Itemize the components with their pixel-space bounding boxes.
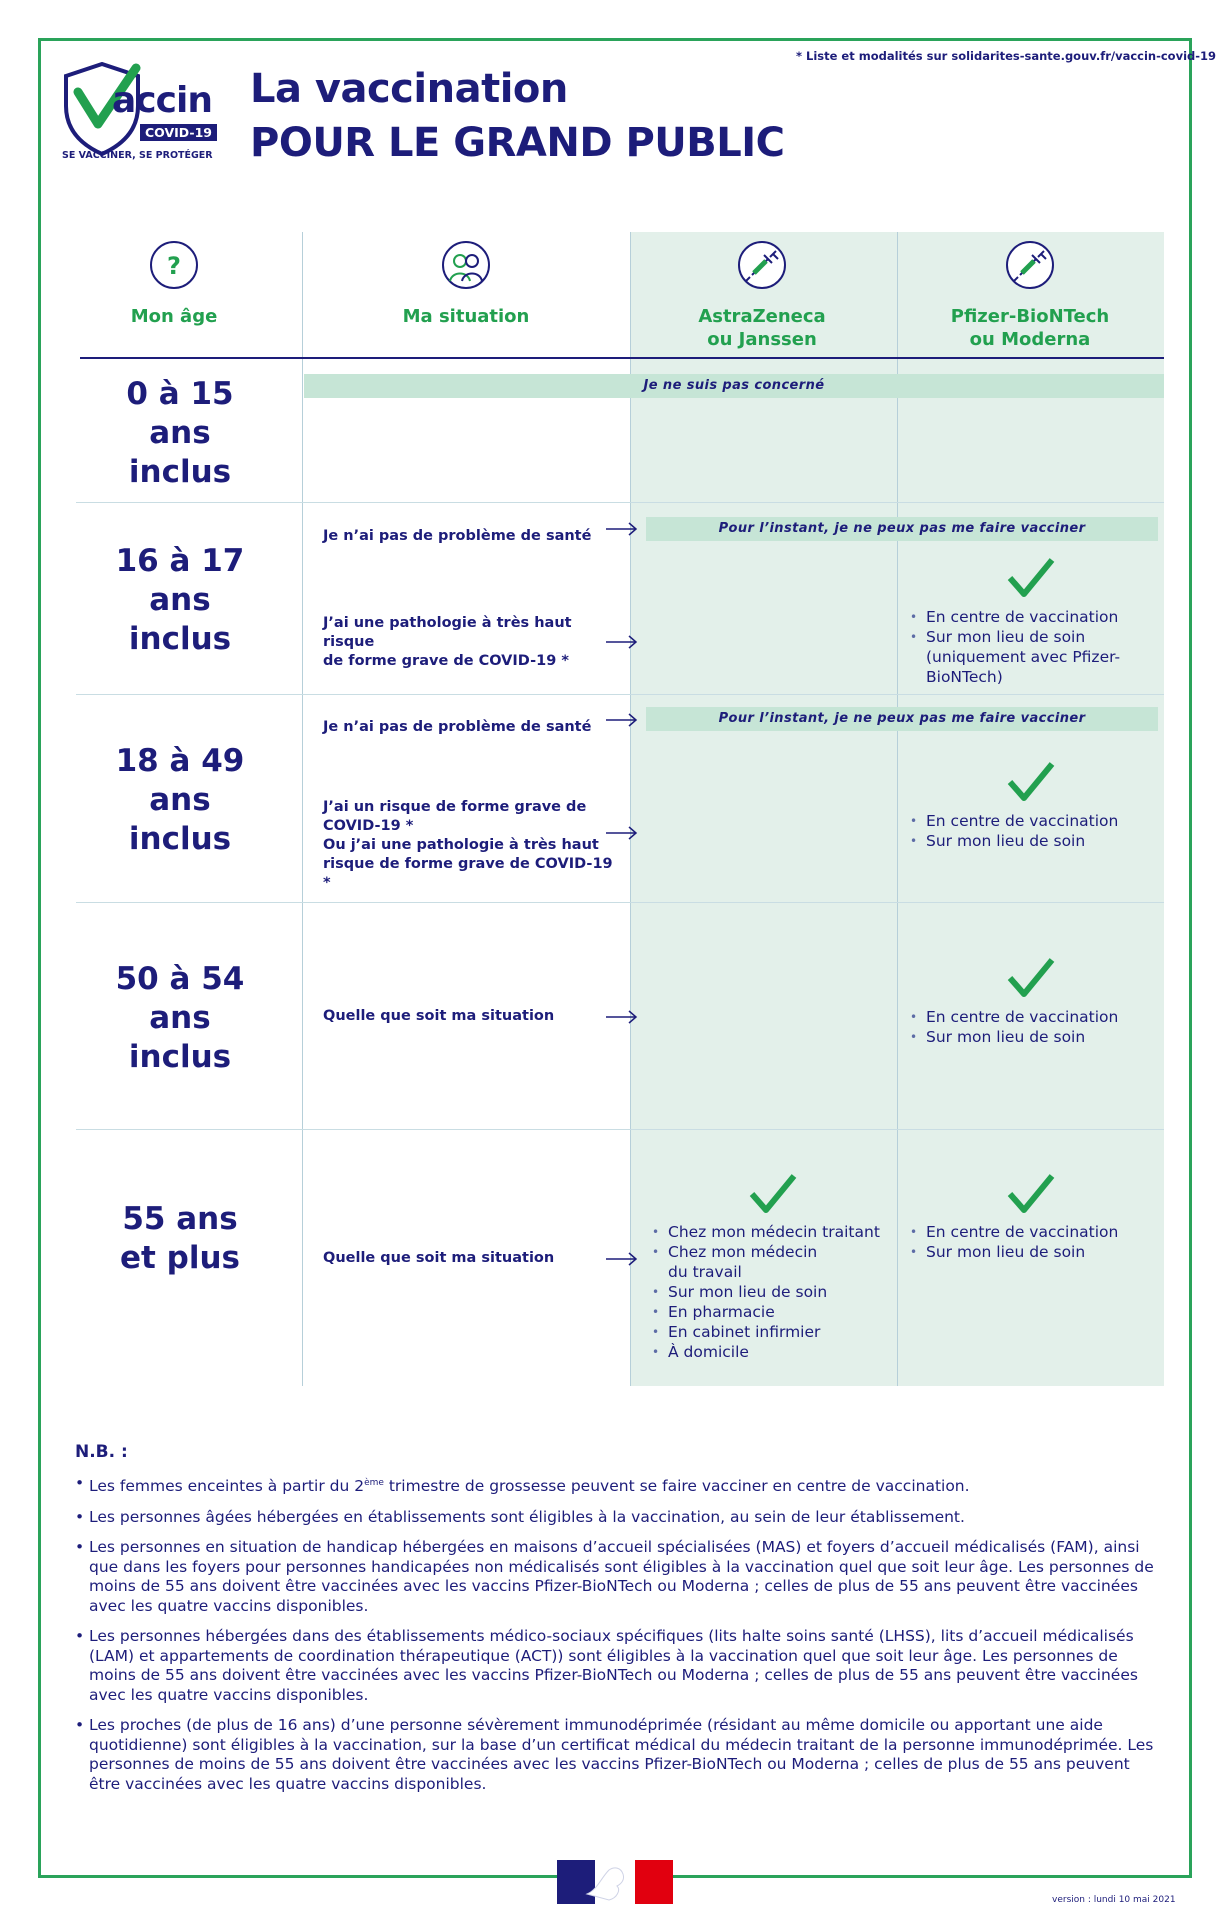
age-group-16-17	[90, 542, 270, 659]
row-divider	[76, 902, 1164, 903]
list-item: • En centre de vaccination	[910, 1222, 1160, 1242]
column-header-astrazeneca	[662, 305, 862, 351]
logo-tagline: SE VACCINER, SE PROTÉGER	[62, 150, 213, 161]
list-item: • Sur mon lieu de soin	[910, 1242, 1160, 1262]
notes-list	[75, 1474, 1160, 1805]
list-item: • Sur mon lieu de soin	[910, 1027, 1160, 1047]
note-immunocompromised-relatives: • Les proches (de plus de 16 ans) d’une personne sévèrement immunodéprimée (résidant au même domicile ou apportant une aide quotidienne) sont éligibles à la vaccination, sur la base d’un certificat médical du médecin traitant de la personne immunodéprimée. Les personnes de moins de 55 ans doivent être vaccinées avec les vaccins Pfizer-BioNTech ou Moderna ; celles de plus de 55 ans peuvent être vaccinées avec les quatre vaccins disponibles.	[75, 1716, 1160, 1794]
banner-not-concerned: Je ne suis pas concerné	[304, 374, 1164, 398]
list-item: • À domicile	[652, 1342, 894, 1362]
arrow-right-icon	[606, 1010, 638, 1024]
age-line: 55 ans	[122, 1201, 238, 1237]
situation-any: Quelle que soit ma situation	[323, 1008, 555, 1024]
check-icon	[1006, 956, 1056, 1000]
vaccin-covid-logo	[62, 62, 232, 172]
age-line: ans	[149, 415, 211, 451]
situation-very-high-risk	[323, 614, 623, 671]
row-divider	[76, 694, 1164, 695]
list-item: • En centre de vaccination	[910, 811, 1160, 831]
age-line: ans	[149, 582, 211, 618]
check-icon	[1006, 760, 1056, 804]
arrow-right-icon	[606, 522, 638, 536]
arrow-right-icon	[606, 826, 638, 840]
note-disability: • Les personnes en situation de handicap hébergées en maisons d’accueil spécialisées (MAS) et foyers d’accueil médicalisés (FAM), ainsi que dans les foyers pour personnes handicapées non médicalisés sont éligibles à la vaccination quel que soit leur âge. Les personnes de moins de 55 ans doivent être vaccinées avec les vaccins Pfizer-BioNTech ou Moderna ; celles de plus de 55 ans peuvent être vaccinées avec les quatre vaccins disponibles.	[75, 1538, 1160, 1616]
syringe-icon	[1006, 241, 1054, 289]
list-text: BioNTech)	[926, 668, 1003, 686]
age-line: 18 à 49	[115, 743, 245, 779]
situation-risk	[323, 798, 623, 893]
situation-line: risque de forme grave de COVID-19 *	[323, 856, 613, 891]
situation-line: J’ai une pathologie à très haut risque	[323, 615, 572, 650]
age-group-0-15	[90, 375, 270, 492]
arrow-right-icon	[606, 1252, 638, 1266]
age-group-18-49	[90, 742, 270, 859]
age-group-50-54	[90, 960, 270, 1077]
banner-cannot-vaccinate: Pour l’instant, je ne peux pas me faire vacciner	[646, 707, 1158, 731]
pfizer-label-line1: Pfizer-BioNTech	[950, 306, 1110, 327]
list-text: du travail	[668, 1263, 742, 1281]
arrow-right-icon	[606, 635, 638, 649]
situation-no-health-issue: Je n’ai pas de problème de santé	[323, 719, 592, 735]
column-header-age: Mon âge	[130, 306, 218, 327]
pfizer-label-line2: ou Moderna	[969, 329, 1091, 350]
age-line: inclus	[128, 621, 232, 657]
column-header-situation: Ma situation	[402, 306, 530, 327]
list-item: • En cabinet infirmier	[652, 1322, 894, 1342]
check-icon	[1006, 1172, 1056, 1216]
pfizer-locations-55-plus	[910, 1222, 1160, 1262]
marianne-flag-icon	[557, 1860, 673, 1904]
source-note: * Liste et modalités sur solidarites-sante.gouv.fr/vaccin-covid-19	[796, 49, 1217, 63]
logo-badge: COVID-19	[140, 124, 217, 141]
age-line: ans	[149, 782, 211, 818]
page-title-line1: La vaccination	[250, 66, 568, 112]
astrazeneca-locations-55-plus	[652, 1222, 894, 1362]
note-text: Les femmes enceintes à partir du 2	[89, 1477, 365, 1496]
column-header-pfizer	[930, 305, 1130, 351]
list-item-continuation	[652, 1262, 894, 1282]
note-medico-social: • Les personnes hébergées dans des établissements médico-sociaux spécifiques (lits halte soins santé (LHSS), lits d’accueil médicalisés (LAM) et appartements de coordination thérapeutique (ACT)) sont éligibles à la vaccination quel que soit leur âge. Les personnes de moins de 55 ans doivent être vaccinées avec les vaccins Pfizer-BioNTech ou Moderna ; celles de plus de 55 ans peuvent être vaccinées avec les quatre vaccins disponibles.	[75, 1627, 1160, 1705]
list-item: • Chez mon médecin	[652, 1242, 894, 1262]
question-icon	[150, 241, 198, 289]
situation-line: COVID-19 *	[323, 818, 414, 834]
situation-any: Quelle que soit ma situation	[323, 1250, 555, 1266]
astrazeneca-label-line2: ou Janssen	[707, 329, 817, 350]
list-text: (uniquement avec Pfizer-	[926, 648, 1121, 666]
pfizer-locations-16-17	[910, 607, 1160, 687]
situation-line: J’ai un risque de forme grave de	[323, 799, 587, 815]
logo-word: accin	[112, 80, 212, 121]
check-icon	[748, 1172, 798, 1216]
pfizer-locations-50-54	[910, 1007, 1160, 1047]
check-icon	[1006, 556, 1056, 600]
version-date: version : lundi 10 mai 2021	[1052, 1895, 1176, 1905]
list-item: • Sur mon lieu de soin	[910, 831, 1160, 851]
people-icon	[442, 241, 490, 289]
list-item-continuation	[910, 647, 1160, 667]
note-superscript: ème	[364, 1478, 384, 1488]
list-item: • En centre de vaccination	[910, 1007, 1160, 1027]
banner-cannot-vaccinate: Pour l’instant, je ne peux pas me faire vacciner	[646, 517, 1158, 541]
astrazeneca-label-line1: AstraZeneca	[698, 306, 826, 327]
age-line: inclus	[128, 454, 232, 490]
situation-no-health-issue: Je n’ai pas de problème de santé	[323, 528, 592, 544]
list-item-continuation	[910, 667, 1160, 687]
situation-line: Ou j’ai une pathologie à très haut	[323, 837, 599, 853]
notes-title: N.B. :	[75, 1442, 128, 1462]
age-line: 16 à 17	[115, 543, 245, 579]
list-item: • Sur mon lieu de soin	[652, 1282, 894, 1302]
syringe-icon	[738, 241, 786, 289]
arrow-right-icon	[606, 713, 638, 727]
list-item: • En pharmacie	[652, 1302, 894, 1322]
page-title-line2: POUR LE GRAND PUBLIC	[250, 120, 785, 166]
column-divider	[302, 232, 303, 1386]
svg-text:?: ?	[167, 252, 181, 280]
note-pregnant	[75, 1474, 1160, 1497]
header-divider	[80, 357, 1164, 359]
row-divider	[76, 502, 1164, 503]
age-line: et plus	[120, 1240, 240, 1276]
note-elderly: • Les personnes âgées hébergées en établissements sont éligibles à la vaccination, au sein de leur établissement.	[75, 1508, 1160, 1528]
list-item: • En centre de vaccination	[910, 607, 1160, 627]
age-line: 0 à 15	[126, 376, 234, 412]
column-divider	[630, 232, 631, 1386]
age-line: inclus	[128, 1039, 232, 1075]
age-group-55-plus	[90, 1200, 270, 1278]
row-divider	[76, 1129, 1164, 1130]
situation-line: de forme grave de COVID-19 *	[323, 653, 569, 669]
age-line: 50 à 54	[115, 961, 245, 997]
age-line: ans	[149, 1000, 211, 1036]
list-item: • Chez mon médecin traitant	[652, 1222, 894, 1242]
pfizer-locations-18-49	[910, 811, 1160, 851]
column-divider	[897, 232, 898, 1386]
note-text: trimestre de grossesse peuvent se faire vacciner en centre de vaccination.	[383, 1477, 970, 1496]
age-line: inclus	[128, 821, 232, 857]
list-item: • Sur mon lieu de soin	[910, 627, 1160, 647]
